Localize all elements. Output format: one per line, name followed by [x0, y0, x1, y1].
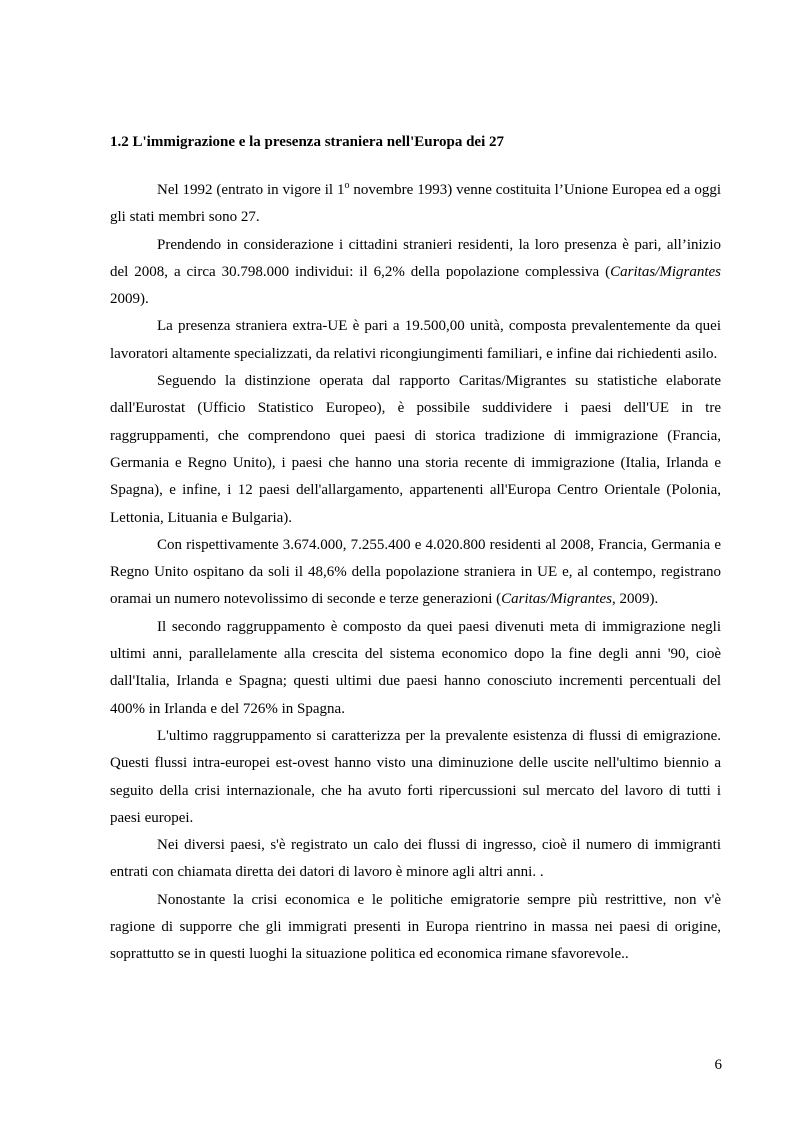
page-number: 6	[714, 1057, 722, 1073]
paragraph-9: Nonostante la crisi economica e le politiche emigratorie sempre più restrittive, non v'è ragione di supporre che gli immigrati presenti in Europa rientrino in massa nei paesi di origine, soprattutto se in questi luoghi la situazione politica ed economica rimane sfavorevole..	[110, 891, 721, 963]
citation-italic: Caritas/Migrantes	[501, 591, 612, 608]
ordinal-superscript: o	[344, 180, 350, 191]
paragraph-5	[110, 532, 721, 614]
citation-italic: Caritas/Migrantes	[610, 263, 721, 280]
paragraph-2-text: Prendendo in considerazione i cittadini stranieri residenti, la loro presenza è pari, all’inizio del 2008, a circa 30.798.000 individui: il 6,2% della popolazione complessiva (	[110, 236, 721, 280]
paragraph-5-text-end: , 2009).	[611, 591, 659, 608]
paragraph-6: Il secondo raggruppamento è composto da quei paesi divenuti meta di immigrazione negli ultimi anni, parallelamente alla crescita del sistema economico dopo la fine degli anni '90, cioè dall'Italia, Irlanda e Spagna; questi ultimi due paesi hanno conosciuto incrementi percentuali del 400% in Irlanda e del 726% in Spagna.	[110, 618, 721, 717]
body-text	[110, 177, 721, 969]
paragraph-2	[110, 232, 721, 314]
paragraph-1-text: Nel 1992 (entrato in vigore il 1	[157, 182, 345, 198]
paragraph-2-text-end: 2009).	[110, 291, 149, 308]
paragraph-1	[110, 177, 721, 232]
paragraph-1-text-end: novembre 1993) venne costituita l’Unione Europea ed a oggi gli stati membri sono 27.	[110, 182, 721, 226]
section-title: 1.2 L'immigrazione e la presenza straniera nell'Europa dei 27	[110, 134, 504, 150]
paragraph-3: La presenza straniera extra-UE è pari a 19.500,00 unità, composta prevalentemente da quei lavoratori altamente specializzati, da relativi ricongiungimenti familiari, e infine dai richiedenti asilo.	[110, 318, 721, 362]
paragraph-8: Nei diversi paesi, s'è registrato un calo dei flussi di ingresso, cioè il numero di immigranti entrati con chiamata diretta dei datori di lavoro è minore agli altri anni. .	[110, 837, 721, 881]
paragraph-4: Seguendo la distinzione operata dal rapporto Caritas/Migrantes su statistiche elaborate dall'Eurostat (Ufficio Statistico Europeo), è possibile suddividere i paesi dell'UE in tre raggruppamenti, che comprendono quei paesi di storica tradizione di immigrazione (Francia, Germania e Regno Unito), i paesi che hanno una storia recente di immigrazione (Italia, Irlanda e Spagna), e infine, i 12 paesi dell'allargamento, appartenenti all'Europa Centro Orientale (Polonia, Lettonia, Lituania e Bulgaria).	[110, 373, 721, 526]
paragraph-5-text: Con rispettivamente 3.674.000, 7.255.400 e 4.020.800 residenti al 2008, Francia, Germania e Regno Unito ospitano da soli il 48,6% della popolazione straniera in UE e, al contempo, registrano oramai un numero notevolissimo di seconde e terze generazioni (	[110, 536, 721, 608]
paragraph-7: L'ultimo raggruppamento si caratterizza per la prevalente esistenza di flussi di emigrazione. Questi flussi intra-europei est-ovest hanno visto una diminuzione delle uscite nell'ultimo biennio a seguito della crisi internazionale, che ha avuto forti ripercussioni sul mercato del lavoro di tutti i paesi europei.	[110, 727, 721, 826]
